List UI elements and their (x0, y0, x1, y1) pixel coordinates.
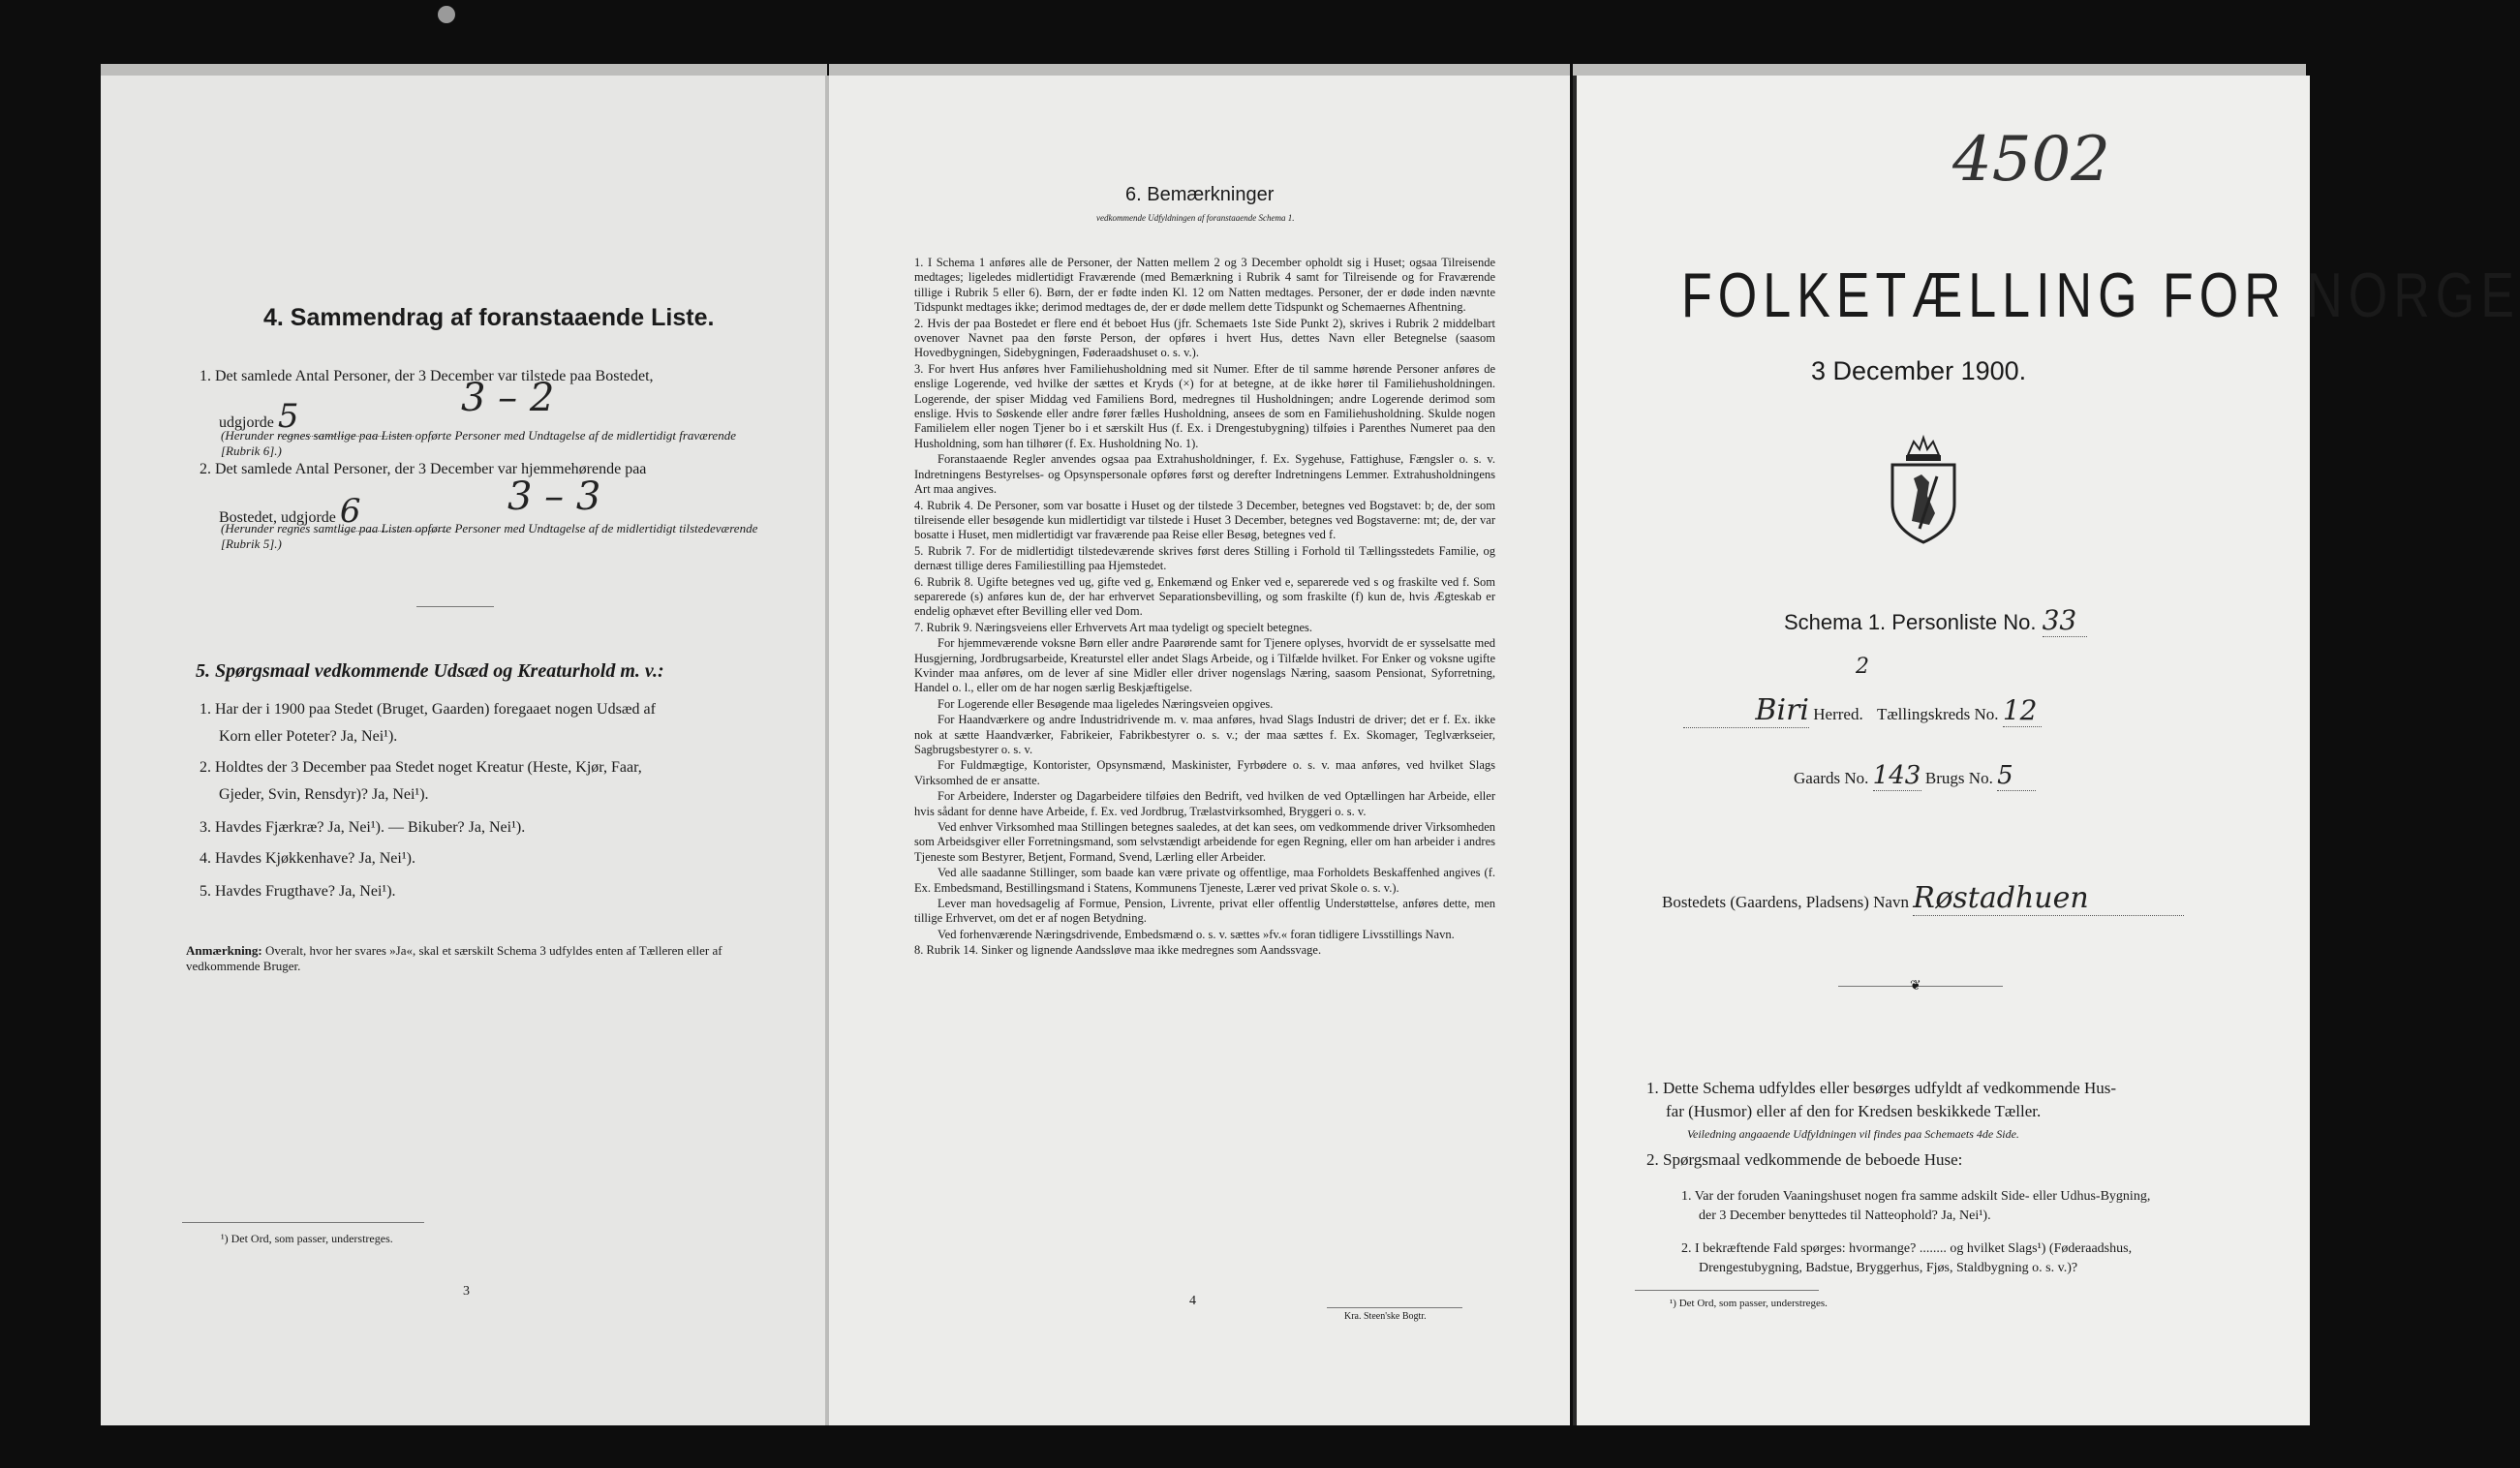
gaards-row (1794, 761, 2036, 791)
remark-label: Anmærkning: (186, 943, 262, 958)
remark-paragraph: 6. Rubrik 8. Ugifte betegnes ved ug, gifte ved g, Enkemænd og Enker ved e, separerede ved s og fraskilte ved f. Som separerede (s) anføres kun de, der har erhvervet Separationsbevilling, og som fraskilte (f) kun de, hvis Ægteskab er endelig ophævet efter Bevilling eller ved Dom. (914, 574, 1495, 619)
info-2: 2. Spørgsmaal vedkommende de beboede Huse: (1646, 1150, 1963, 1169)
remark-paragraph: Ved forhenværende Næringsdrivende, Embedsmænd o. s. v. sættes »fv.« foran tidligere Livsstillings Navn. (937, 927, 1455, 941)
remark-paragraph: 5. Rubrik 7. For de midlertidigt tilstedeværende skrives først deres Stilling i Forhold til Tællingsstedets Familie, og dernæst tillige deres Familiestilling paa Hjemstedet. (914, 543, 1495, 573)
question-3: 3. Havdes Fjærkræ? Ja, Nei¹). — Bikuber? Ja, Nei¹). (200, 819, 526, 836)
kreds-value: 12 (2002, 694, 2038, 726)
remarks-text (914, 256, 1495, 960)
question-2b: Gjeder, Svin, Rensdyr)? Ja, Nei¹). (219, 786, 429, 803)
house-question-1a: 1. Var der foruden Vaaningshuset nogen fra samme adskilt Side- eller Udhus-Bygning, (1681, 1189, 2151, 1204)
remark-paragraph: Ved alle saadanne Stillinger, som baade kan være private og offentlige, maa Forholdets Beskaffenhed angives (f. Ex. Embedsmand, Bestillingsmand i Statens, Kommunens Tjeneste, Lærer ved privat Skole o. s. v.). (914, 866, 1495, 895)
remark-text: Overalt, hvor her svares »Ja«, skal et særskilt Schema 3 udfyldes enten af Tælleren eller af vedkommende Bruger. (186, 943, 722, 973)
question-1b: Korn eller Poteter? Ja, Nei¹). (219, 728, 398, 745)
printer-credit: Kra. Steen'ske Bogtr. (1344, 1311, 1427, 1322)
printer-rule (1327, 1307, 1462, 1308)
bosted-row (1662, 881, 2184, 916)
remark-paragraph: 7. Rubrik 9. Næringsveiens eller Erhvervets Art maa tydeligt og specielt betegnes. (914, 620, 1313, 634)
question-2a: 2. Holdtes der 3 December paa Stedet noget Kreatur (Heste, Kjør, Faar, (200, 759, 642, 776)
remark-paragraph: Foranstaaende Regler anvendes ogsaa paa Extrahusholdninger, f. Ex. Sygehuse, Fattighuse, Fængsler o. s. v. Indretningens Bestyrelses- og Opsynspersonale opføres først og derefter Indretningens Lemmer. Extrahusholdningens Art maa angives. (914, 452, 1495, 497)
house-question-1b: der 3 December benyttedes til Natteophold? Ja, Nei¹). (1699, 1208, 1991, 1223)
brugs-label: Brugs No. (1924, 769, 1993, 787)
footnote: ¹) Det Ord, som passer, understreges. (221, 1232, 393, 1245)
remark-paragraph: For hjemmeværende voksne Børn eller andre Paarørende samt for Tjenere oplyses, hvorvidt de er sysselsatte med Husgjerning, Jordbrugsarbeide, Kreaturstel eller andet Slags Arbeide, og i Tilfælde hvilket. For Enker og voksne ugifte Kvinder maa anføres, om de lever af sine Midler eller driver nogenslags Næring, saasom Pensionat, Syforretning, Handel o. l., eller om de har nogen særlig Beskjæftigelse. (914, 636, 1495, 695)
item2-note: 3 – 3 (507, 474, 601, 519)
gaards-label: Gaards No. (1794, 769, 1869, 787)
footnote-rule (182, 1222, 424, 1223)
left-page (101, 76, 827, 1425)
handwritten-mark: 2 (1856, 655, 1869, 679)
remark-paragraph: For Logerende eller Besøgende maa ligeledes Næringsveien opgives. (937, 696, 1274, 711)
item2-value: 6 (339, 492, 361, 531)
remark-paragraph: For Haandværkere og andre Industridrivende m. v. maa anføres, hvad Slags Industri de driver; det er f. Ex. ikke nok at sætte Haandværker, Fabrikeier, Fabrikbestyrer o. s. v.; der maa sættes f. Ex. Skomager, Teglværkseier, Sagbrugsbestyrer o. s. v. (914, 713, 1495, 756)
footnote-rule (1635, 1290, 1819, 1291)
item1-prefix: udgjorde (219, 414, 274, 431)
remark-paragraph: 8. Rubrik 14. Sinker og lignende Aandssløve maa ikke medregnes som Aandssvage. (914, 943, 1322, 958)
census-date: 3 December 1900. (1811, 356, 2027, 385)
brugs-value: 5 (1997, 761, 2013, 790)
item1-value: 5 (277, 397, 299, 436)
middle-page (829, 76, 1570, 1425)
schema-label: Schema 1. Personliste No. (1784, 610, 2037, 634)
item1-sub: (Herunder regnes samtlige paa Listen opførte Personer med Undtagelse af de midlertidigt fraværende [Rubrik 6].) (221, 428, 736, 458)
question-5: 5. Havdes Frugthave? Ja, Nei¹). (200, 883, 396, 900)
remarks-subheading: vedkommende Udfyldningen af foranstaaende Schema 1. (1096, 213, 1295, 223)
remark (186, 943, 767, 974)
item2-sub: (Herunder regnes samtlige paa Listen opførte Personer med Undtagelse af de midlertidigt tilstedeværende [Rubrik 5].) (221, 521, 758, 551)
herred-row (1683, 693, 2042, 728)
remark-paragraph: Ved enhver Virksomhed maa Stillingen betegnes saaledes, at det kan sees, om vedkommende driver Virksomheden som Arbeidsgiver eller Forretningsmand, som selvstændigt arbeidende for egen Regning, eller om han arbeider i andres Tjeneste som Bestyrer, Betjent, Formand, Svend, Lærling eller Arbeider. (914, 820, 1495, 864)
remark-paragraph: For Fuldmægtige, Kontorister, Opsynsmænd, Maskinister, Fyrbødere o. s. v. maa anføres, ved hvilket Slags Virksomhed de er ansatte. (914, 758, 1495, 787)
gaards-value: 143 (1872, 761, 1921, 790)
schema-row (1784, 604, 2087, 637)
ornament-icon: ❦ (1910, 979, 1921, 994)
info-1c: Veiledning angaaende Udfyldningen vil findes paa Schemaets 4de Side. (1687, 1127, 2019, 1141)
remark-paragraph: For Arbeidere, Inderster og Dagarbeidere tilføies den Bedrift, ved hvilken de ved Optællingen har Arbeide, eller hvis sådant for denne have Arbeide, f. Ex. ved Jordbrug, Trælastvirksomhed, Bryggeri o. s. v. (914, 789, 1495, 818)
bosted-label: Bostedets (Gaardens, Pladsens) Navn (1662, 893, 1909, 911)
kreds-label: Tællingskreds No. (1876, 705, 1999, 723)
personliste-number: 33 (2042, 604, 2077, 636)
bosted-value: Røstadhuen (1913, 881, 2089, 915)
handwritten-archive-number: 4502 (1952, 124, 2110, 196)
thumbtack (438, 6, 455, 23)
house-question-2a: 2. I bekræftende Fald spørges: hvormange? ........ og hvilket Slags¹) (Føderaadshus, (1681, 1241, 2133, 1256)
house-question-2b: Drengestubygning, Badstue, Bryggerhus, Fjøs, Staldbygning o. s. v.)? (1699, 1261, 2078, 1275)
question-4: 4. Havdes Kjøkkenhave? Ja, Nei¹). (200, 850, 415, 867)
remark-paragraph: 2. Hvis der paa Bostedet er flere end ét beboet Hus (jfr. Schemaets 1ste Side Punkt 2), skrives i Rubrik 2 middelbart ovenover Navnet paa den første Person, der opføres i hvert Hus, dettes Navn eller Betegnelse (saasom Hovedbygningen, Sidebygningen, Føderaadshuset o. s. v.). (914, 316, 1495, 360)
section5-heading: 5. Spørgsmaal vedkommende Udsæd og Kreaturhold m. v.: (196, 660, 664, 682)
footnote: ¹) Det Ord, som passer, understreges. (1670, 1298, 1828, 1309)
remark-paragraph: 3. For hvert Hus anføres hver Familiehusholdning med sit Numer. Efter de til samme hørende Personer anføres de enslige Logerende, ved hvilke der sættes et Kryds (×) for at betegne, at de ikke hører til Familiehusholdningen. Logerende, der spiser Middag ved Familiens Bord, medregnes til Husholdningen; andre Logerende derimod som enslige. Hvis to Søskende eller andre fører fælles Husholdning, ansees de som en Familiehusholdning. Skulde nogen Familielem eller nogen Tjener bo i et særskilt Hus (f. Ex. i Drengestubygning) tilføies i Parenthes Numeret paa den Husholdning, som han tilhører (f. Ex. Husholdning No. 1). (914, 361, 1495, 450)
herred-label: Herred. (1813, 705, 1863, 723)
remark-paragraph: 1. I Schema 1 anføres alle de Personer, der Natten mellem 2 og 3 December opholdt sig i Huset; ogsaa Tilreisende medtages; ligeledes midlertidigt Fraværende (med Bemærkning i Rubrik 4 samt for Tilreisende og for Fraværende tillige i Rubrik 5 eller 6). Børn, der er fødte inden Kl. 12 om Natten medtages. Personer, der er døde inden nævnte Tidspunkt medtages ikke; derimod medtages de, der er døde mellem dette Tidspunkt og Schemaernes Afhentning. (914, 256, 1495, 315)
right-page (1573, 76, 2520, 1425)
census-title: FOLKETÆLLING FOR NORGE (1681, 260, 2520, 331)
question-1a: 1. Har der i 1900 paa Stedet (Bruget, Gaarden) foregaaet nogen Udsæd af (200, 701, 656, 718)
info-1b: far (Husmor) eller af den for Kredsen beskikkede Tæller. (1666, 1102, 2042, 1120)
coat-of-arms-icon (1885, 436, 1962, 544)
remark-paragraph: 4. Rubrik 4. De Personer, som var bosatte i Huset og der tilstede 3 December, betegnes ved Bogstavet: b; de, der som tilreisende eller besøgende kun midlertidigt var tilstede i Huset 3 December, betegnes ved Bogstaverne: mt; de, der var bosatte i Huset, men midlertidigt var fraværende paa Reise eller Besøg, betegnes ved f. (914, 498, 1495, 542)
remarks-heading: 6. Bemærkninger (1125, 184, 1275, 205)
item1-text: 1. Det samlede Antal Personer, der 3 December var tilstede paa Bostedet, (200, 368, 654, 384)
herred-value: Biri (1755, 693, 1809, 727)
divider (416, 606, 494, 607)
info-1a: 1. Dette Schema udfyldes eller besørges udfyldt af vedkommende Hus- (1646, 1079, 2116, 1097)
item1-note: 3 – 2 (461, 376, 555, 420)
page-number-4: 4 (1189, 1294, 1196, 1308)
page-number-3: 3 (463, 1284, 470, 1299)
remark-paragraph: Lever man hovedsagelig af Formue, Pension, Livrente, privat eller offentlig Understøttelse, anføres dette, men tillige Erhvervet, om det er af nogen Betydning. (914, 897, 1495, 926)
item2-text: 2. Det samlede Antal Personer, der 3 December var hjemmehørende paa (200, 461, 647, 477)
item2-prefix: Bostedet, udgjorde (219, 509, 336, 526)
summary-heading: 4. Sammendrag af foranstaaende Liste. (263, 304, 715, 331)
